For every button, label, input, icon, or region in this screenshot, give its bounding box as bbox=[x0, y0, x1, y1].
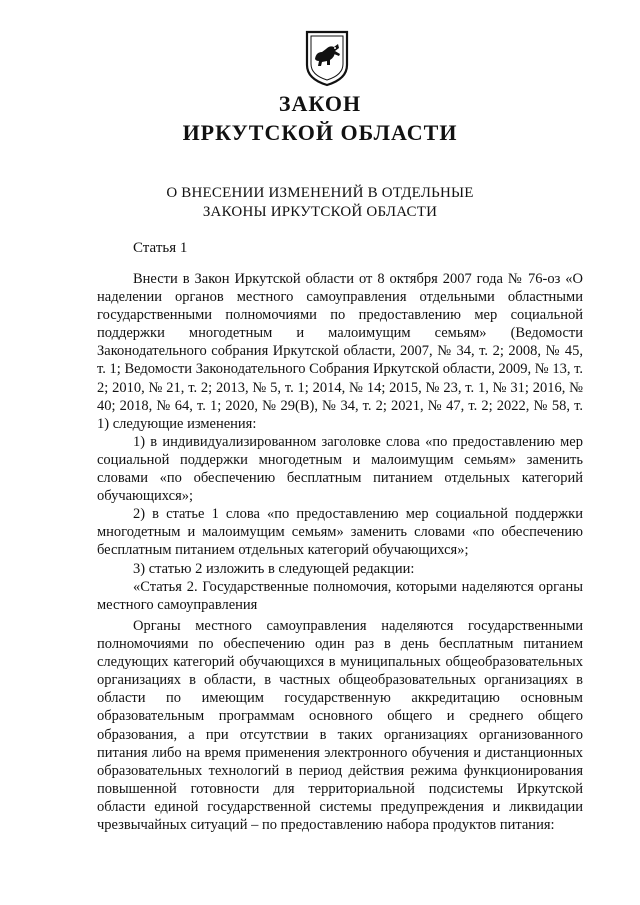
new-article-body bbox=[97, 617, 583, 834]
law-subtitle-line-2: ЗАКОНЫ ИРКУТСКОЙ ОБЛАСТИ bbox=[202, 204, 438, 220]
paragraph-intro: Внести в Закон Иркутской области от 8 октября 2007 года № 76-оз «О наделении органов местного самоуправления отдельными областными государственными полномочиями по предоставлению мер социальной поддержки многодетным и малоимущим семьям» (Ведомости Законодательного собрания Иркутской области, 2007, № 34, т. 2; 2008, № 45, т. 1; Ведомости Законодательного Собрания Иркутской области, 2009, № 13, т. 2; 2010, № 21, т. 2; 2013, № 5, т. 1; 2014, № 14; 2015, № 23, т. 1, № 31; 2016, № 40; 2018, № 64, т. 1; 2020, № 29(В), № 34, т. 2; 2021, № 47, т. 2; 2022, № 58, т. 1) следующие изменения: bbox=[97, 271, 583, 432]
paragraph-amendment-3: 3) статью 2 изложить в следующей редакции: bbox=[133, 560, 415, 577]
law-subtitle-line-1: О ВНЕСЕНИИ ИЗМЕНЕНИЙ В ОТДЕЛЬНЫЕ bbox=[166, 185, 474, 201]
law-title-line-1: ЗАКОН bbox=[278, 91, 362, 116]
paragraph-amendment-2: 2) в статье 1 слова «по предоставлению мер социальной поддержки многодетным и малоимущим семьям» заменить словами «по обеспечению бесплатным питанием отдельных категорий обучающихся»; bbox=[97, 506, 583, 559]
paragraph-powers: Органы местного самоуправления наделяются государственными полномочиями по обеспечению один раз в день бесплатным питанием следующих категорий обучающихся в муниципальных общеобразовательных организациях в области, в частных общеобразовательных организациях в области по имеющим государственную аккредитацию основным образовательным программам основного общего и среднего общего образования, а при отсутствии в таких организациях организованного питания либо на время применения электронного обучения и дистанционных образовательных технологий в период действия режима функционирования повышенной готовности для территориальной подсистемы Иркутской области единой государственной системы предупреждения и ликвидации чрезвычайных ситуаций – по предоставлению набора продуктов питания: bbox=[97, 618, 583, 834]
article-body bbox=[97, 270, 583, 614]
paragraph-amendment-1: 1) в индивидуализированном заголовке слова «по предоставлению мер социальной поддержки многодетным и малоимущим семьям» заменить словами «по обеспечению бесплатным питанием отдельных категорий обучающихся»; bbox=[97, 433, 583, 505]
paragraph-new-article-title: «Статья 2. Государственные полномочия, которыми наделяются органы местного самоуправления bbox=[97, 578, 583, 613]
article-heading: Статья 1 bbox=[133, 240, 188, 256]
law-title-line-2: ИРКУТСКОЙ ОБЛАСТИ bbox=[182, 120, 458, 145]
irkutsk-coat-of-arms-icon bbox=[304, 29, 350, 87]
